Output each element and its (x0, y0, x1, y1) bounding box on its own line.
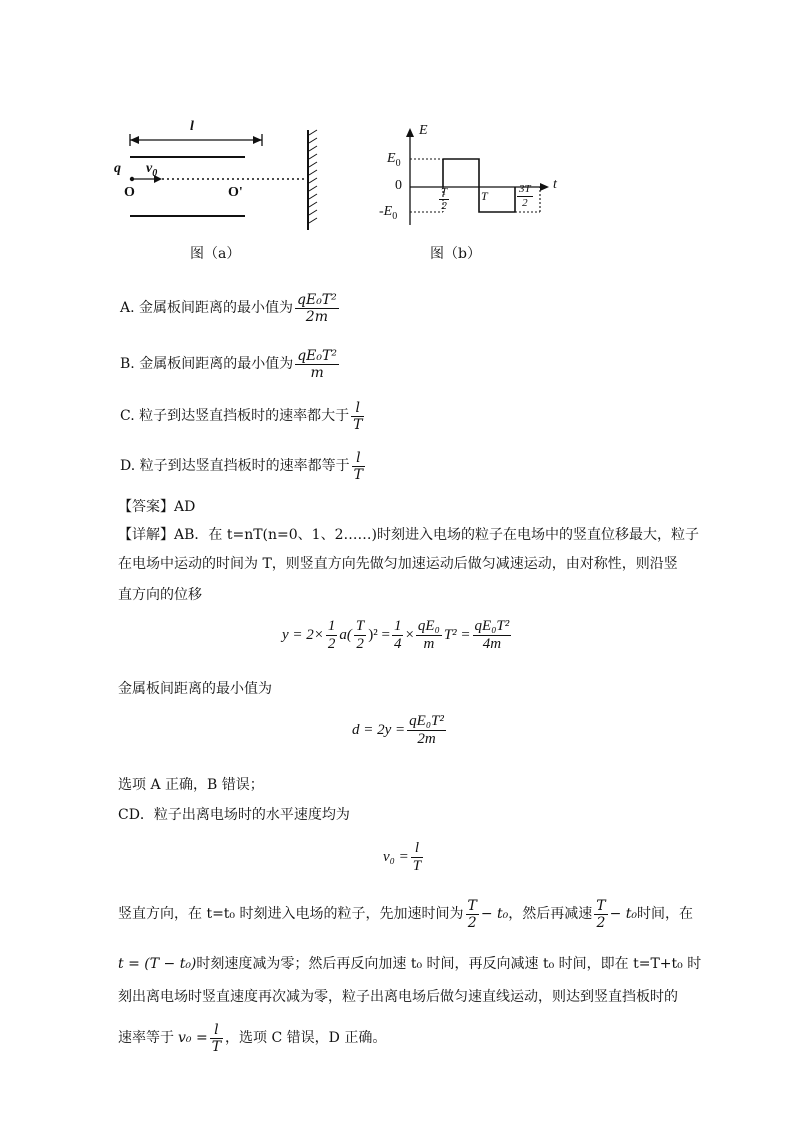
answer: 【答案】AD (118, 499, 196, 515)
option-a-fraction: $\frac{\text{qE₀T²}}{2m}$ (297, 292, 337, 326)
detail-line-8: t = (T − t₀) 时刻速度减为零；然后再反向加速 t₀ 时间，再反向减速 t₀ 时间，即在 t=T+t₀ 时 (118, 956, 702, 972)
detail-line-10: 速率等于 v₀ = $\frac{l}{T}$ ，选项 C 错误，D 正确。 (118, 1022, 387, 1056)
axis-t-label: t (553, 177, 557, 192)
charge-label: q (114, 161, 121, 176)
detail-line-6: CD．粒子出离电场时的水平速度均为 (118, 807, 350, 823)
point-o-label: O (124, 185, 135, 200)
option-d-text: D. 粒子到达竖直挡板时的速率都等于 (120, 457, 350, 474)
figure-a (110, 119, 340, 275)
option-d (120, 450, 367, 483)
tick-half-label: $\frac{T}{2}$ (441, 186, 448, 212)
figure-a-caption: 图（a） (190, 246, 241, 262)
option-c-fraction: $\frac{l}{T}$ (353, 400, 363, 434)
detail-line-2: 在电场中运动的时间为 T，则竖直方向先做匀加速运动后做匀减速运动，由对称性，则沿竖 (118, 556, 678, 572)
figure-b (375, 125, 565, 275)
figure-b-caption: 图（b） (430, 246, 481, 262)
option-a-text: A. 金属板间距离的最小值为 (120, 299, 294, 316)
option-a (120, 292, 341, 325)
detail-line-9: 刻出离电场时竖直速度再次减为零，粒子出离电场后做匀速直线运动，则达到竖直挡板时的 (118, 989, 678, 1005)
option-c (120, 400, 366, 433)
option-b-fraction: $\frac{\text{qE₀T²}}{m}$ (297, 348, 337, 382)
tick-t-label: T (481, 189, 488, 203)
option-b-text: B. 金属板间距离的最小值为 (120, 355, 294, 372)
tick-three-half-label: $\frac{3T}{2}$ (519, 183, 531, 209)
e0-top-label: $E_0$ (387, 151, 401, 169)
e0-bottom-label: $-E_0$ (379, 204, 398, 222)
detail-line-1: 【详解】AB．在 t=nT(n=0、1、2……)时刻进入电场的粒子在电场中的竖直位移最大，粒子 (118, 527, 699, 543)
zero-label: 0 (395, 178, 402, 193)
length-label: l (190, 119, 194, 134)
point-o-prime-label: O' (228, 185, 243, 200)
y-equation: y = 2× $\frac{1}{2}$ a( $\frac{T}{2}$ )² = $\frac{1}{4}$ × $\frac{\text{qE₀}}{m}$ T² = $\frac{\text{qE₀T²}}{4m}$ (282, 618, 510, 653)
detail-line-5: 选项 A 正确，B 错误； (118, 777, 264, 793)
axis-e-label: E (419, 123, 428, 138)
v0-equation: v₀ = $\frac{l}{T}$ (383, 840, 422, 875)
option-b (120, 348, 341, 381)
detail-line-3: 直方向的位移 (118, 587, 202, 603)
option-c-text: C. 粒子到达竖直挡板时的速率都大于 (120, 407, 350, 424)
d-equation: d = 2y = $\frac{\text{qE₀T²}}{2m}$ (352, 713, 444, 748)
option-d-fraction: $\frac{l}{T}$ (353, 450, 363, 484)
detail-line-4: 金属板间距离的最小值为 (118, 681, 272, 697)
figure-b-graph (375, 125, 565, 235)
detail-line-7: 竖直方向，在 t=t₀ 时刻进入电场的粒子，先加速时间为 $\frac{T}{2}$ − t₀ ，然后再减速 $\frac{T}{2}$ − t₀ 时间，在 (118, 898, 694, 932)
velocity-label: $v_0$ (146, 161, 158, 179)
figure-a-diagram (110, 125, 340, 235)
